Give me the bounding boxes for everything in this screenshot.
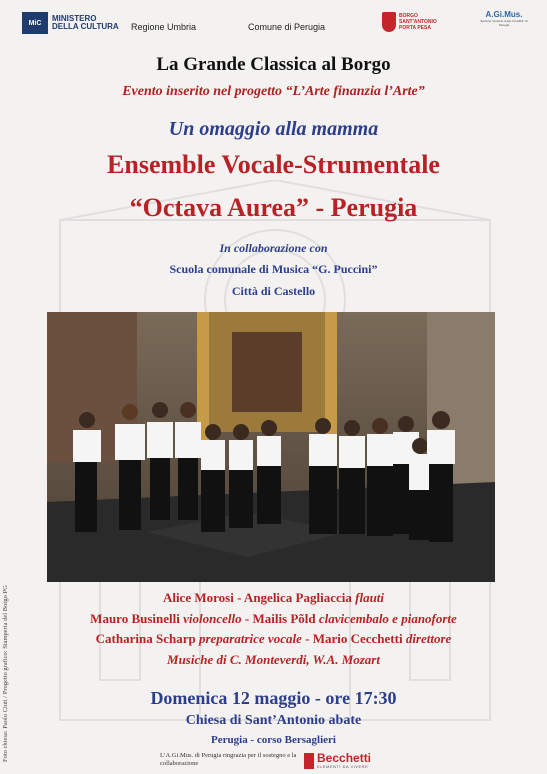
shield-icon [382,12,396,32]
photo-credit: Foto chiesa: Paolo Ciuti / Progetto grafico: Stamperia del Borgo PG [2,585,9,762]
event-address: Perugia - corso Bersaglieri [211,734,336,746]
performers-line-flutes [0,588,547,609]
event-venue: Chiesa di Sant’Antonio abate [185,713,362,728]
event-subtitle: Evento inserito nel progetto “L’Arte finanzia l’Arte” [122,84,425,99]
performers-list [0,588,547,670]
agimus-label: A.Gi.Mus. [485,10,523,19]
harpsichordist-role: clavicembalo e pianoforte [318,610,457,626]
sponsor-tagline: ELEMENTI DA VIVERE [317,764,369,769]
logo-bar [0,8,547,48]
director-role: direttore [405,631,452,646]
cellist-name: Mauro Businelli [90,610,180,626]
sponsor-name: Becchetti [317,751,372,765]
thanks-note: L’A.Gi.Mus. di Perugia ringrazia per il sostegno e la collaborazione [160,752,297,767]
vocal-coach-name: Catharina Scharp [95,631,196,646]
collaboration-intro: In collaborazione con [219,241,328,255]
ministero-label: MINISTERO DELLA CULTURA [52,14,119,31]
director-name: - Mario Cecchetti [305,631,403,646]
sponsor-icon [304,753,314,769]
performers-line-direction [0,629,547,650]
music-program [0,650,547,671]
vocal-coach-role: preparatrice vocale [198,631,302,646]
page-title: La Grande Classica al Borgo [156,54,391,75]
ensemble-photo [47,312,495,582]
harpsichordist-name: - Mailis Põld [244,610,316,626]
agimus-logo [478,10,530,27]
borgo-logo [382,12,441,32]
agimus-sublabel: Sezione "Antonio Carlo Uccellini" di Perugia [480,19,528,27]
ministero-logo [22,12,122,34]
borgo-label: BORGO SANT'ANTONIO PORTA PESA [399,13,437,31]
performers-line-instruments [0,609,547,630]
flutists-names: Alice Morosi - Angelica Pagliaccia [162,590,352,605]
regione-logo: Regione Umbria [131,22,197,32]
ensemble-title: “Octava Aurea” - Perugia [129,193,418,222]
cellist-role: violoncello [183,610,242,626]
comune-logo: Comune di Perugia [248,22,326,32]
concert-theme: Un omaggio alla mamma [168,118,379,140]
collaboration-city: Città di Castello [231,284,316,298]
ensemble-name: Ensemble Vocale-Strumentale [107,150,440,179]
flutists-role: flauti [355,590,385,605]
sponsor-logo [304,752,371,769]
event-date: Domenica 12 maggio - ore 17:30 [150,688,397,708]
mic-icon: MiC [22,12,48,34]
collaboration-school: Scuola comunale di Musica “G. Puccini” [169,262,378,276]
music-composers: Musiche di C. Monteverdi, W.A. Mozart [167,651,380,667]
